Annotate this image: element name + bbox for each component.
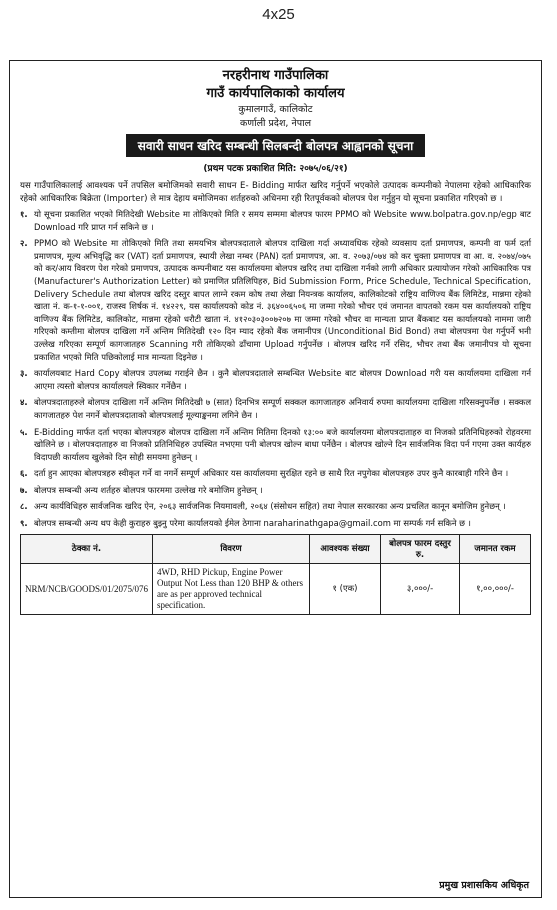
clause-item [20,426,531,464]
clause-text: बोलपत्रदाताहरुले बोलपत्र दाखिला गर्ने अन्तिम मितिदेखी ७ (सात) दिनभित्र सम्पूर्ण सक्कल कागजातहरु अनिवार्य रुपमा कार्यालयमा दाखिला गरिसक्नुपर्नेछ । सक्कल कागजातहरु पेश नगर्ने बोलपत्रदाताको बोलपत्रलाई मूल्याङ्कनमा लगिने छैन । [34,397,531,420]
cell-quantity: १ (एक) [310,563,381,614]
table-header-row [21,534,531,563]
clause-number: ३. [20,368,28,379]
clause-item [20,396,531,421]
organization-name: नरहरीनाथ गाउँपालिका [222,68,329,83]
clause-number: ८. [20,501,28,512]
clause-item [20,484,531,497]
page-label: 4x25 [262,6,295,23]
cell-description: 4WD, RHD Pickup, Engine Power Output Not Less than 120 BHP & others are as per approved technical specification. [153,563,310,614]
clause-text: दर्ता हुन आएका बोलपत्रहरु स्वीकृत गर्ने वा नगर्ने सम्पूर्ण अधिकार यस कार्यालयमा सुरक्षित रहने छ साथै रित नपुगेका बोलपत्रहरु उपर कुनै कारबाही गरिने छैन । [34,468,509,479]
publication-date: (प्रथम पटक प्रकाशित मिति: २०७५/०६/२१) [203,164,348,174]
clause-text: बोलपत्र सम्बन्धी अन्य शर्तहरु बोलपत्र फारममा उल्लेख गरे बमोजिम हुनेछन् । [34,484,263,495]
clause-text: E-Bidding मार्फत दर्ता भएका बोलपत्रहरु बोलपत्र दाखिला गर्ने अन्तिम मितिमा दिनको १३:०० बजे कार्यालयमा बोलपत्रदाताहरु वा निजको प्रतिनिधिहरुको रोहवरमा खोलिने छ । बोलपत्रदाताहरु वा निजको प्रतिनिधिहरु उपस्थित नभएमा पनी बोलपत्र खोल्न बाधा पर्नेछैन । बोलपत्र खोल्ने दिन सार्वजनिक विदा पर्न गएमा उक्त कार्यहरु विदापछी कार्यालय खुलेको दिन सोही समयमा हुनेछन् । [34,426,531,462]
clause-item [20,367,531,392]
header-form-fee: बोलपत्र फारम दस्तुर रु. [381,534,460,563]
signatory-title: प्रमुख प्रशासकिय अधिकृत [439,880,529,891]
office-name: गाउँ कार्यपालिकाको कार्यालय [206,86,345,101]
clause-number: ७. [20,484,28,495]
clause-text: कार्यालयबाट Hard Copy बोलपत्र उपलब्ध गराईने छैन । कुनै बोलपत्रदाताले सम्बन्धित Website बाट बोलपत्र Download गरी यस कार्यालयमा दाखिला गर्न आएमा त्यस्तो बोलपत्र कार्यालयले स्विकार गर्नेछैन । [34,368,531,391]
clause-item [20,500,531,513]
cell-form-fee: ३,०००/- [381,563,460,614]
clause-number: २. [20,238,28,249]
clause-number: ९. [20,518,28,529]
clause-text: यो सूचना प्रकाशित भएको मितिदेखी Website मा तोकिएको मिति र समय सम्ममा बोलपत्र फारम PPMO को Website www.bolpatra.gov.np/egp बाट Download गरि प्राप्त गर्न सकिने छ । [34,209,531,232]
clause-list [10,208,541,530]
clause-number: ४. [20,397,28,408]
clause-number: ५. [20,426,28,437]
header-contract-no: ठेक्का नं. [21,534,153,563]
notice-header [10,67,541,174]
notice-title-banner: सवारी साधन खरिद सम्बन्धी सिलबन्दी बोलपत्र आह्वानको सूचना [126,134,426,157]
address-line-2: कर्णाली प्रदेश, नेपाल [239,118,312,129]
clause-text: बोलपत्र सम्बन्धी अन्य थप केही कुराहरु बुझ्नु परेमा कार्यालयको ईमेल ठेगाना naraharinathgapa@gmail.com मा सम्पर्क गर्न सकिने छ । [34,518,471,529]
clause-item [20,237,531,363]
clause-item [20,517,531,530]
address-line-1: कुमालगाउँ, कालिकोट [238,104,313,115]
clause-item [20,208,531,233]
cell-bid-bond: १,००,०००/- [460,563,531,614]
header-bid-bond: जमानत रकम [460,534,531,563]
clause-number: १. [20,209,28,219]
header-description: विवरण [153,534,310,563]
clause-number: ६. [20,468,28,479]
table-row [21,563,531,614]
intro-paragraph: यस गाउँपालिकालाई आवश्यक पर्ने तपसिल बमोजिमको सवारी साधन E- Bidding मार्फत खरिद गर्नुपर्ने भएकोले उत्पादक कम्पनीको नेपालमा रहेको आधिकारिक रहेको आधिकारिक बिक्रेता (Importer) ले मात्र देहाय बमोजिमका शर्तहरुको अधिनमा रही रितपूर्वकको बोलपत्र पेश गर्नुहुन यो सूचना प्रकाशित गरिएको छ । [20,181,531,204]
cell-contract-no: NRM/NCB/GOODS/01/2075/076 [21,563,153,614]
clause-item [20,467,531,480]
header-quantity: आवश्यक संख्या [310,534,381,563]
items-table [20,534,531,615]
clause-text: PPMO को Website मा तोकिएको मिति तथा समयभित्र बोलपत्रदाताले बोलपत्र दाखिला गर्दा अध्यावधिक रहेको व्यवसाय दर्ता प्रमाणपत्र, कम्पनी वा फर्म दर्ता प्रमाणपत्र, मूल्य अभिवृद्धि कर (VAT) दर्ता प्रमाणपत्र, स्थायी लेखा नम्बर (PAN) दर्ता प्रमाणपत्र, आ. व. २०७३/०७४ को कर चुक्ता प्रमाणपत्र वा आ. व. २०७४/०७५ को कर/आय विवरण पेश गरेको प्रमाणपत्र, उत्पादक कम्पनीबाट यस कार्यालयमा बोलपत्र खरिद तथा दाखिला गर्नको लागी अधिकार प्रत्यायोजन गरेको आधिकारिक पत्र (Manufacturer's Authorization Letter) को प्रमाणित प्रतिलिपिहरु, Bid Submission Form, Price Schedule, Technical Specification, Delivery Schedule तथा बोलपत्र खरिद दस्तुर बापत लाग्ने रकम कोष तथा लेखा नियन्त्रक कार्यालय, कालिकोटको राष्ट्रिय वाणिज्य बैंक लिमिटेड, मान्नमा रहेको खाता नं. क-१-१-००१, राजस्व शिर्षक नं. १४२२९, यस कार्यालयको कोड नं. ३६४००६५०६ मा जम्मा गरेको भौचर एवं जमानत वापतको रकम यस कार्यालयको राष्ट्रिय वाणिज्य बैंक लिमिटेड, कालिकोट, मान्नमा रहेको धरौटी खाता नं. ४१२०३०३००७२०७ मा जम्मा गरेको भौचर वा मान्यता प्राप्त बैंकबाट यस कार्यालयको नाममा जारी गरिएको कम्तीमा बोलपत्र दाखिला गर्ने अन्तिम मितिदेखी १२० दिन म्याद रहेको बैंक जमानीपत्र (Unconditional Bid Bond) तथा बोलपत्रमा पेश गर्नुपर्ने भनी उल्लेख गरिएका सम्पूर्ण कागजातहरु Scanning गरी तोकिएको ढाँचामा Upload गर्नुपर्नेछ । बोलपत्र खरिद गर्ने रसिद, भौचर तथा बैंक जमानीपत्र यो सूचना प्रकाशित भएको मिति पछिकोलाई मात्र मान्यता दिइनेछ । [34,238,531,362]
notice-box [9,60,542,898]
clause-text: अन्य कार्यविधिहरु सार्वजनिक खरिद ऐन, २०६३ सार्वजनिक नियमावली, २०६४ (संसोधन सहित) तथा नेपाल सरकारका अन्य प्रचलित कानून बमोजिम हुनेछन् । [34,501,506,512]
